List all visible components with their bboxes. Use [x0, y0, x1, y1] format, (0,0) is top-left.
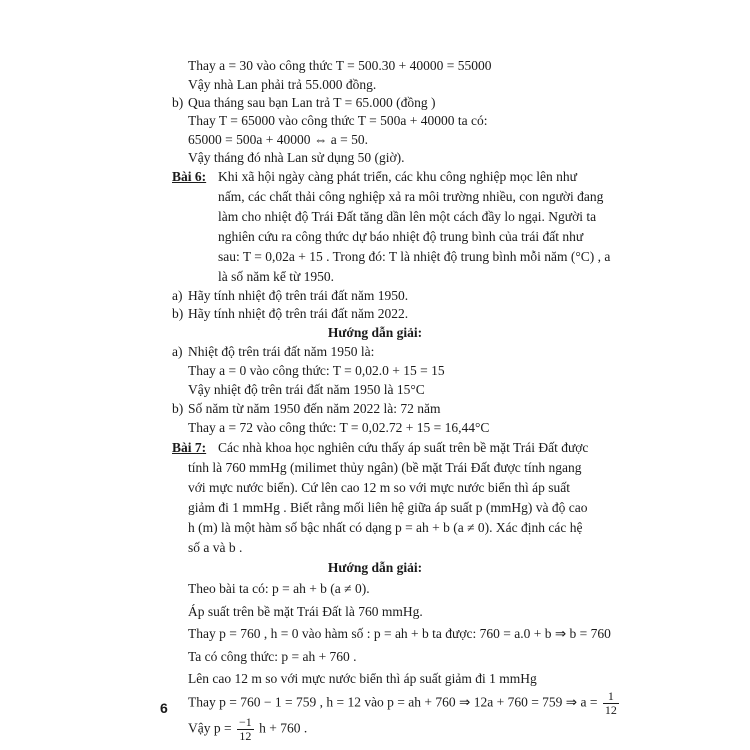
- exercise-label: Bài 6:: [172, 169, 207, 184]
- text-line: tính là 760 mmHg (milimet thủy ngân) (bề mặt Trái Đất được tính ngang: [188, 460, 582, 475]
- text-line: Khi xã hội ngày càng phát triển, các khu công nghiệp mọc lên như: [218, 169, 577, 184]
- equation-line: [188, 716, 307, 743]
- text-line: số a và b .: [188, 540, 243, 555]
- text-line: Thay T = 65000 vào công thức T = 500a + 40000 ta có:: [188, 113, 488, 128]
- text-line: Hãy tính nhiệt độ trên trái đất năm 1950.: [188, 288, 409, 303]
- text-line: Các nhà khoa học nghiên cứu thấy áp suất trên bề mặt Trái Đất được: [218, 440, 589, 455]
- item-label: a): [172, 344, 183, 359]
- fraction-denominator: 12: [239, 729, 252, 743]
- fraction-numerator: 1: [603, 690, 619, 704]
- text-line: Vậy nhà Lan phải trả 55.000 đồng.: [188, 77, 377, 92]
- text-line: Vậy tháng đó nhà Lan sử dụng 50 (giờ).: [188, 150, 405, 165]
- text-line: nấm, các chất thải công nghiệp xả ra môi trường nhiều, con người đang: [218, 189, 604, 204]
- text-line: Thay p = 760 , h = 0 vào hàm số : p = ah + b ta được: 760 = a.0 + b ⇒ b = 760: [188, 626, 611, 641]
- text-line: h (m) là một hàm số bậc nhất có dạng p = ah + b (a ≠ 0). Xác định các hệ: [188, 520, 583, 535]
- fraction-denominator: 12: [604, 703, 617, 717]
- text-line: Thay a = 30 vào công thức T = 500.30 + 40000 = 55000: [188, 58, 492, 73]
- exercise-label: Bài 7:: [172, 440, 207, 455]
- item-label: a): [172, 288, 183, 303]
- text-line: Nhiệt độ trên trái đất năm 1950 là:: [188, 344, 375, 359]
- section-heading: Hướng dẫn giải:: [327, 325, 423, 340]
- text-line: h + 760 .: [259, 720, 308, 736]
- text-line: Thay p = 760 − 1 = 759 , h = 12 vào p = ah + 760 ⇒ 12a + 760 = 759 ⇒ a =: [188, 694, 598, 710]
- text-line: Số năm từ năm 1950 đến năm 2022 là: 72 năm: [188, 401, 441, 416]
- text-line: giảm đi 1 mmHg . Biết rằng mối liên hệ giữa áp suất p (mmHg) và độ cao: [188, 500, 588, 515]
- text-line: là số năm kể từ 1950.: [218, 269, 335, 284]
- text-line: Vậy nhiệt độ trên trái đất năm 1950 là 15°C: [188, 382, 425, 397]
- text-line: sau: T = 0,02a + 15 . Trong đó: T là nhiệt độ trung bình mỗi năm (°C) , a: [218, 249, 611, 264]
- page-number: 6: [160, 700, 168, 716]
- section-heading: Hướng dẫn giải:: [327, 560, 423, 575]
- text-line: Hãy tính nhiệt độ trên trái đất năm 2022.: [188, 306, 409, 321]
- text-line: nghiên cứu ra công thức dự báo nhiệt độ trung bình của trái đất như: [218, 229, 584, 244]
- text-line: Thay a = 0 vào công thức: T = 0,02.0 + 15 = 15: [188, 363, 445, 378]
- text-line: Thay a = 72 vào công thức: T = 0,02.72 + 15 = 16,44°C: [188, 420, 490, 435]
- text-line: với mực nước biển). Cứ lên cao 12 m so với mực nước biển thì áp suất: [188, 480, 570, 495]
- text-line: Áp suất trên bề mặt Trái Đất là 760 mmHg.: [188, 604, 423, 619]
- text-line: 65000 = 500a + 40000 ⇔ a = 50.: [188, 132, 368, 147]
- fraction: [237, 716, 254, 743]
- fraction-numerator: −1: [238, 715, 252, 729]
- text-line: Qua tháng sau bạn Lan trả T = 65.000 (đồng ): [188, 95, 436, 110]
- fraction: [603, 690, 619, 717]
- text-line: Lên cao 12 m so với mực nước biển thì áp suất giảm đi 1 mmHg: [188, 671, 537, 686]
- text-line: Vậy p =: [188, 720, 232, 736]
- text-line: Theo bài ta có: p = ah + b (a ≠ 0).: [188, 581, 370, 596]
- item-label: b): [172, 95, 184, 110]
- text-line: Ta có công thức: p = ah + 760 .: [188, 649, 357, 664]
- equation-line: [188, 690, 621, 717]
- item-label: b): [172, 401, 184, 416]
- item-label: b): [172, 306, 184, 321]
- text-line: làm cho nhiệt độ Trái Đất tăng dần lên một cách đầy lo ngại. Người ta: [218, 209, 597, 224]
